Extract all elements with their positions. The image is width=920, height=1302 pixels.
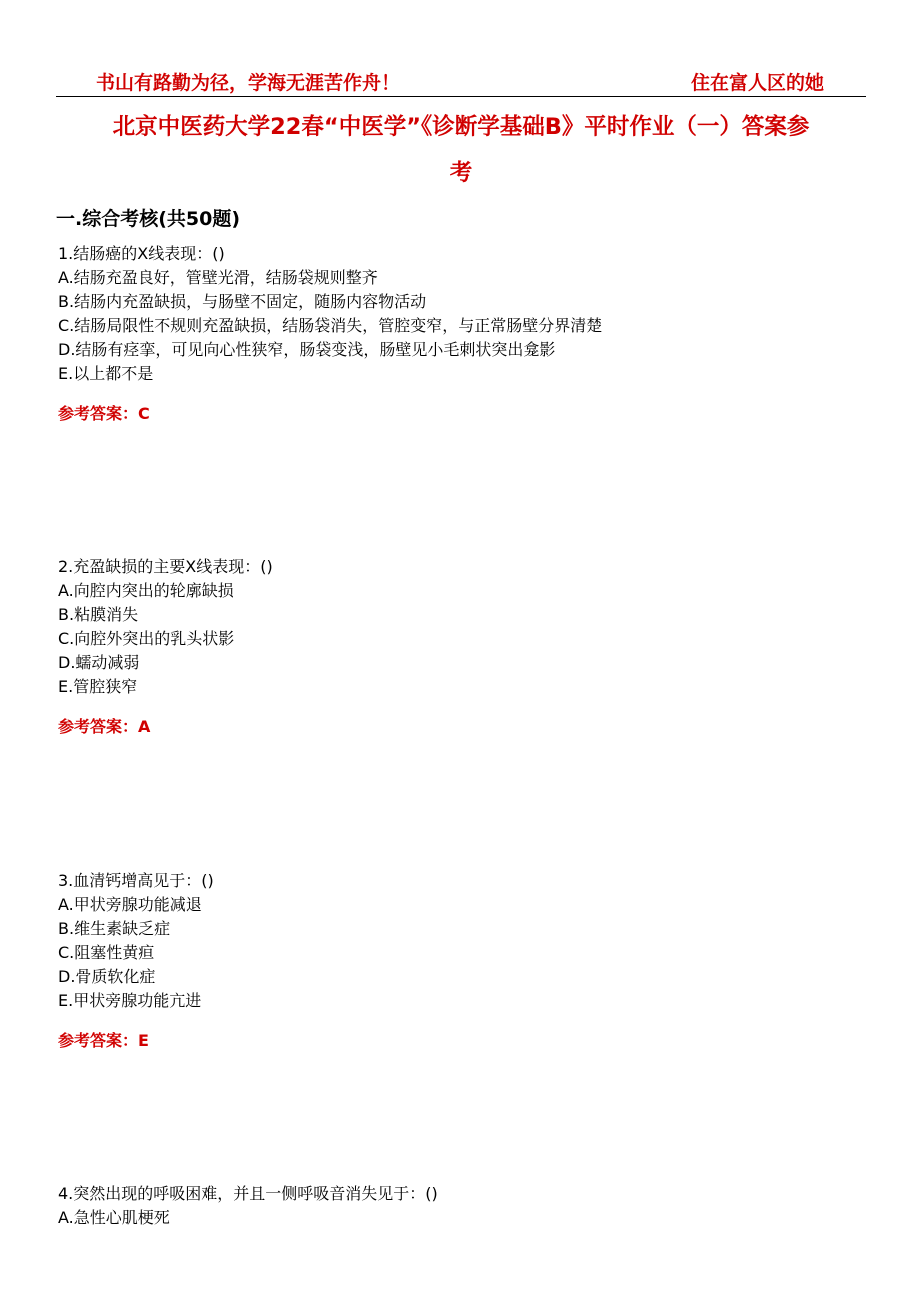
option-a: A.向腔内突出的轮廓缺损 <box>58 581 234 600</box>
option-d: D.结肠有痉挛，可见向心性狭窄，肠袋变浅，肠壁见小毛刺状突出龛影 <box>58 340 556 359</box>
question-4 <box>58 1182 878 1230</box>
question-1 <box>58 242 878 426</box>
option-d: D.蠕动减弱 <box>58 653 140 672</box>
option-a: A.甲状旁腺功能减退 <box>58 895 202 914</box>
reference-answer: 参考答案：E <box>58 1031 149 1050</box>
page-header <box>56 66 866 97</box>
option-c: C.向腔外突出的乳头状影 <box>58 629 235 648</box>
question-3 <box>58 869 878 1053</box>
option-b: B.结肠内充盈缺损，与肠壁不固定，随肠内容物活动 <box>58 292 427 311</box>
section-title: 一.综合考核(共50题) <box>56 208 241 230</box>
option-d: D.骨质软化症 <box>58 967 156 986</box>
option-b: B.维生素缺乏症 <box>58 919 171 938</box>
option-c: C.结肠局限性不规则充盈缺损，结肠袋消失，管腔变窄，与正常肠壁分界清楚 <box>58 316 603 335</box>
question-stem: 3.血清钙增高见于：() <box>58 871 214 890</box>
option-a: A.急性心肌梗死 <box>58 1208 170 1227</box>
title-line-2: 考 <box>449 160 473 186</box>
question-2 <box>58 555 878 739</box>
question-stem: 2.充盈缺损的主要X线表现：() <box>58 557 273 576</box>
question-stem: 1.结肠癌的X线表现：() <box>58 244 225 263</box>
option-c: C.阻塞性黄疸 <box>58 943 155 962</box>
header-author: 住在富人区的她 <box>690 72 824 94</box>
question-stem: 4.突然出现的呼吸困难，并且一侧呼吸音消失见于：() <box>58 1184 438 1203</box>
header-motto: 书山有路勤为径，学海无涯苦作舟！ <box>96 72 401 94</box>
option-a: A.结肠充盈良好，管壁光滑，结肠袋规则整齐 <box>58 268 378 287</box>
option-e: E.以上都不是 <box>58 364 154 383</box>
document-title <box>56 104 866 196</box>
reference-answer: 参考答案：A <box>58 717 151 736</box>
option-e: E.管腔狭窄 <box>58 677 138 696</box>
option-e: E.甲状旁腺功能亢进 <box>58 991 202 1010</box>
reference-answer: 参考答案：C <box>58 404 150 423</box>
option-b: B.粘膜消失 <box>58 605 139 624</box>
title-line-1: 北京中医药大学22春“中医学”《诊断学基础B》平时作业（一）答案参 <box>112 114 810 140</box>
